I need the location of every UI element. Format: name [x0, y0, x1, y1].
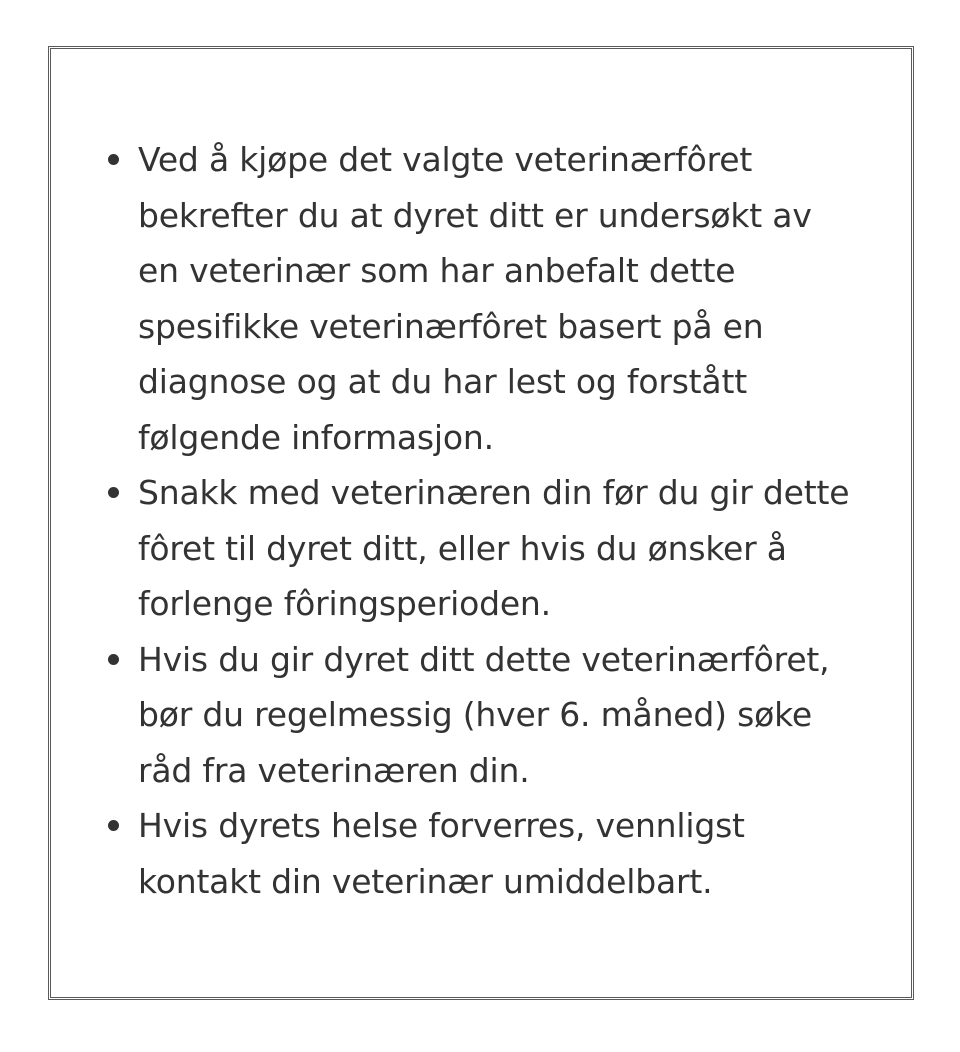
notice-item-consult-vet: Snakk med veterinæren din før du gir dette fôret til dyret ditt, eller hvis du ønsker å forlenge fôringsperioden.	[138, 465, 858, 632]
notice-item-regular-checkup: Hvis du gir dyret ditt dette veterinærfôret, bør du regelmessig (hver 6. måned) søke råd fra veterinæren din.	[138, 632, 858, 799]
notice-list	[138, 132, 858, 909]
notice-item-vet-examination: Ved å kjøpe det valgte veterinærfôret bekrefter du at dyret ditt er undersøkt av en veterinær som har anbefalt dette spesifikke veterinærfôret basert på en diagnose og at du har lest og forstått følgende informasjon.	[138, 132, 858, 465]
notice-item-health-worsens: Hvis dyrets helse forverres, vennligst kontakt din veterinær umiddelbart.	[138, 798, 858, 909]
